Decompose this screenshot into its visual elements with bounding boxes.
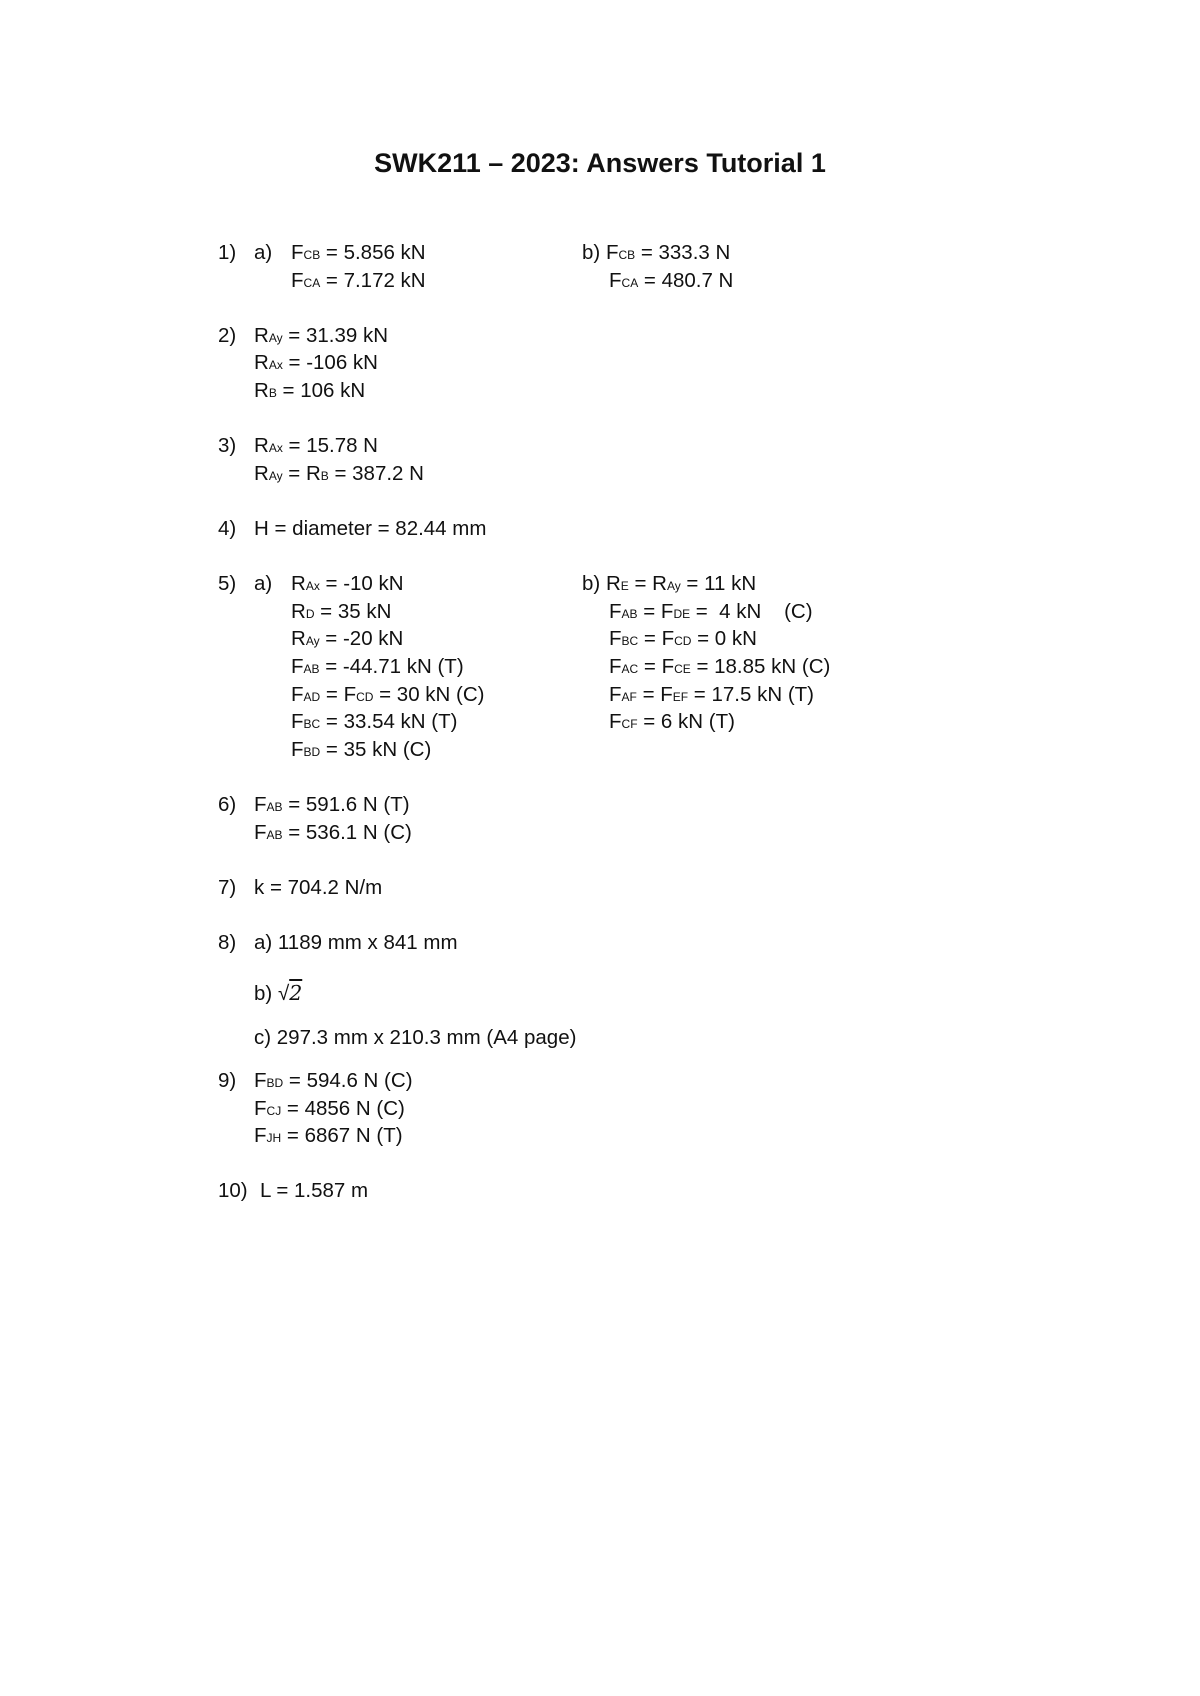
page-title: SWK211 – 2023: Answers Tutorial 1 — [374, 148, 826, 178]
q5-a-line-1: RAx = -10 kN — [291, 572, 404, 595]
q5-a-line-7: FBD = 35 kN (C) — [291, 738, 432, 761]
q5-b-line-2: FAB = FDE = 4 kN (C) — [609, 600, 813, 623]
q4-number: 4) — [218, 517, 237, 540]
q6-number: 6) — [218, 793, 237, 816]
q3-line-2: RAy = RB = 387.2 N — [254, 462, 424, 485]
q2-number: 2) — [218, 324, 237, 347]
q5-a-line-2: RD = 35 kN — [291, 600, 392, 623]
q3-line-1: RAx = 15.78 N — [254, 434, 378, 457]
q9-line-3: FJH = 6867 N (T) — [254, 1124, 403, 1147]
q5-b-line-5: FAF = FEF = 17.5 kN (T) — [609, 683, 814, 706]
q7-number: 7) — [218, 876, 237, 899]
q6-line-2: FAB = 536.1 N (C) — [254, 821, 412, 844]
q5-b-line-6: FCF = 6 kN (T) — [609, 710, 735, 733]
q5-b-line-1: b) RE = RAy = 11 kN — [582, 572, 757, 595]
q5-number: 5) — [218, 572, 237, 595]
q1-a-label: a) — [254, 241, 273, 264]
q5-a-line-5: FAD = FCD = 30 kN (C) — [291, 683, 485, 706]
q5-a-line-4: FAB = -44.71 kN (T) — [291, 655, 464, 678]
q9-number: 9) — [218, 1069, 237, 1092]
q1-a-line-1: FCB = 5.856 kN — [291, 241, 426, 264]
q8-b: b) √2 — [254, 981, 303, 1005]
q5-a-line-6: FBC = 33.54 kN (T) — [291, 710, 458, 733]
q1-b-line-1: b) FCB = 333.3 N — [582, 241, 731, 264]
q2-line-1: RAy = 31.39 kN — [254, 324, 389, 347]
q2-line-2: RAx = -106 kN — [254, 351, 378, 374]
q7-answer: k = 704.2 N/m — [254, 876, 383, 899]
q3-number: 3) — [218, 434, 237, 457]
q1-a-line-2: FCA = 7.172 kN — [291, 269, 426, 292]
q8-number: 8) — [218, 931, 237, 954]
q5-a-line-3: RAy = -20 kN — [291, 627, 404, 650]
q9-line-1: FBD = 594.6 N (C) — [254, 1069, 413, 1092]
q9-line-2: FCJ = 4856 N (C) — [254, 1097, 405, 1120]
q10-answer: L = 1.587 m — [260, 1179, 369, 1202]
q4-answer: H = diameter = 82.44 mm — [254, 517, 487, 540]
q1-number: 1) — [218, 241, 237, 264]
q8-a: a) 1189 mm x 841 mm — [254, 931, 458, 954]
q10-number: 10) — [218, 1179, 248, 1202]
q2-line-3: RB = 106 kN — [254, 379, 366, 402]
q6-line-1: FAB = 591.6 N (T) — [254, 793, 410, 816]
q5-b-line-3: FBC = FCD = 0 kN — [609, 627, 757, 650]
q8-c: c) 297.3 mm x 210.3 mm (A4 page) — [254, 1026, 577, 1049]
q5-b-line-4: FAC = FCE = 18.85 kN (C) — [609, 655, 831, 678]
q5-a-label: a) — [254, 572, 273, 595]
q1-b-line-2: FCA = 480.7 N — [609, 269, 734, 292]
